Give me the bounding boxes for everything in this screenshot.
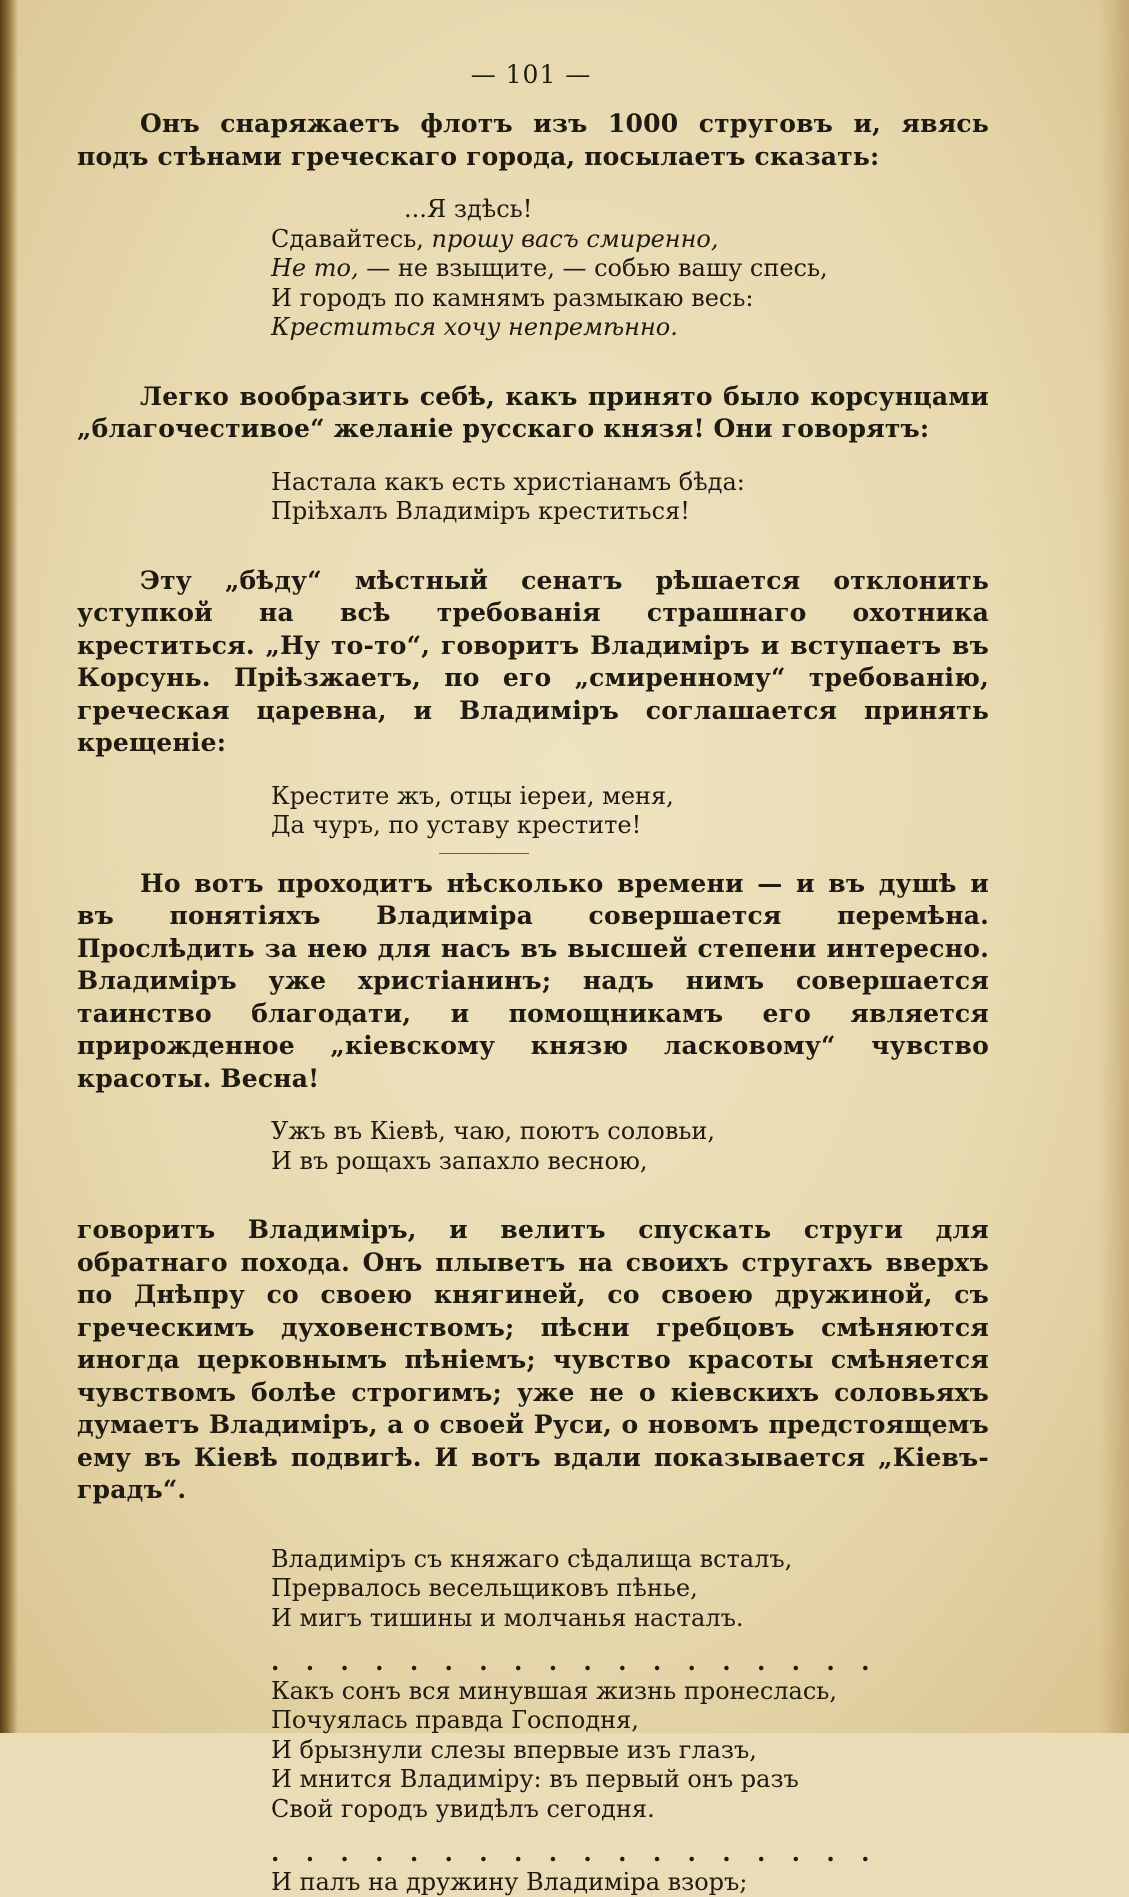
verse-line: И палъ на дружину Владиміра взоръ; — [271, 1868, 989, 1897]
verse-line: Не то, — не взыщите, — собью вашу спесь, — [271, 254, 989, 284]
page-number: — 101 — — [0, 60, 1062, 89]
verse-line: Креститься хочу непремѣнно. — [271, 313, 989, 343]
verse-line: И мигъ тишины и молчанья насталъ. — [271, 1604, 989, 1634]
verse-3 — [271, 782, 989, 841]
paragraph-2: Легко вообразить себѣ, какъ принято было корсунцами „благочестивое“ желаніе русскаго князя! Они говорятъ: — [77, 381, 989, 446]
page-text — [77, 108, 989, 1897]
verse-line: Настала какъ есть христіанамъ бѣда: — [271, 468, 989, 498]
page-edge-shadow — [1099, 0, 1129, 1733]
paragraph-1: Онъ снаряжаетъ флотъ изъ 1000 струговъ и, явясь подъ стѣнами греческаго города, посылаетъ сказать: — [77, 108, 989, 173]
verse-line: Прервалось весельщиковъ пѣнье, — [271, 1574, 989, 1604]
verse-5 — [271, 1545, 989, 1897]
verse-line: И брызнули слезы впервые изъ глазъ, — [271, 1736, 989, 1766]
section-divider — [439, 853, 529, 854]
verse-4 — [271, 1117, 989, 1176]
book-spine-shadow — [0, 0, 18, 1733]
verse-line: Какъ сонъ вся минувшая жизнь пронеслась, — [271, 1677, 989, 1707]
paragraph-5: говоритъ Владиміръ, и велитъ спускать струги для обратнаго похода. Онъ плыветъ на своихъ стругахъ вверхъ по Днѣпру со своею княгиней, со своею дружиной, съ греческимъ духовенствомъ; пѣсни гребцовъ смѣняются иногда церковнымъ пѣніемъ; чувство красоты смѣняется чувствомъ болѣе строгимъ; уже не о кіевскихъ соловьяхъ думаетъ Владиміръ, а о своей Руси, о новомъ предстоящемъ ему въ Кіевѣ подвигѣ. И вотъ вдали показывается „Кіевъ-градъ“. — [77, 1214, 989, 1507]
verse-line: И въ рощахъ запахло весною, — [271, 1147, 989, 1177]
verse-line: Да чуръ, по уставу крестите! — [271, 811, 989, 841]
verse-2 — [271, 468, 989, 527]
verse-line: Ужъ въ Кіевѣ, чаю, поютъ соловьи, — [271, 1117, 989, 1147]
verse-line: Владиміръ съ княжаго сѣдалища всталъ, — [271, 1545, 989, 1575]
verse-line: И городъ по камнямъ размыкаю весь: — [271, 284, 989, 314]
paragraph-3: Эту „бѣду“ мѣстный сенатъ рѣшается отклонить уступкой на всѣ требованія страшнаго охотника креститься. „Ну то-то“, говоритъ Владиміръ и вступаетъ въ Корсунь. Пріѣзжаетъ, по его „смиренному“ требованію, греческая царевна, и Владиміръ соглашается принять крещеніе: — [77, 565, 989, 760]
verse-line: И мнится Владиміру: въ первый онъ разъ — [271, 1765, 989, 1795]
verse-line: Почуялась правда Господня, — [271, 1706, 989, 1736]
verse-line: Сдавайтесь, прошу васъ смиренно, — [271, 225, 989, 255]
verse-line: Крестите жъ, отцы іереи, меня, — [271, 782, 989, 812]
ellipsis-row: . . . . . . . . . . . . . . . . . . — [271, 1647, 989, 1677]
ellipsis-row: . . . . . . . . . . . . . . . . . . — [271, 1838, 989, 1868]
verse-line: Пріѣхалъ Владиміръ креститься! — [271, 497, 989, 527]
verse-line: ...Я здѣсь! — [271, 195, 989, 225]
paragraph-4: Но вотъ проходитъ нѣсколько времени — и въ душѣ и въ понятіяхъ Владиміра совершается перемѣна. Прослѣдить за нею для насъ въ высшей степени интересно. Владиміръ уже христіанинъ; надъ нимъ совершается таинство благодати, и помощникамъ его является прирожденное „кіевскому князю ласковому“ чувство красоты. Весна! — [77, 868, 989, 1096]
verse-1 — [271, 195, 989, 343]
verse-line: Свой городъ увидѣлъ сегодня. — [271, 1795, 989, 1825]
